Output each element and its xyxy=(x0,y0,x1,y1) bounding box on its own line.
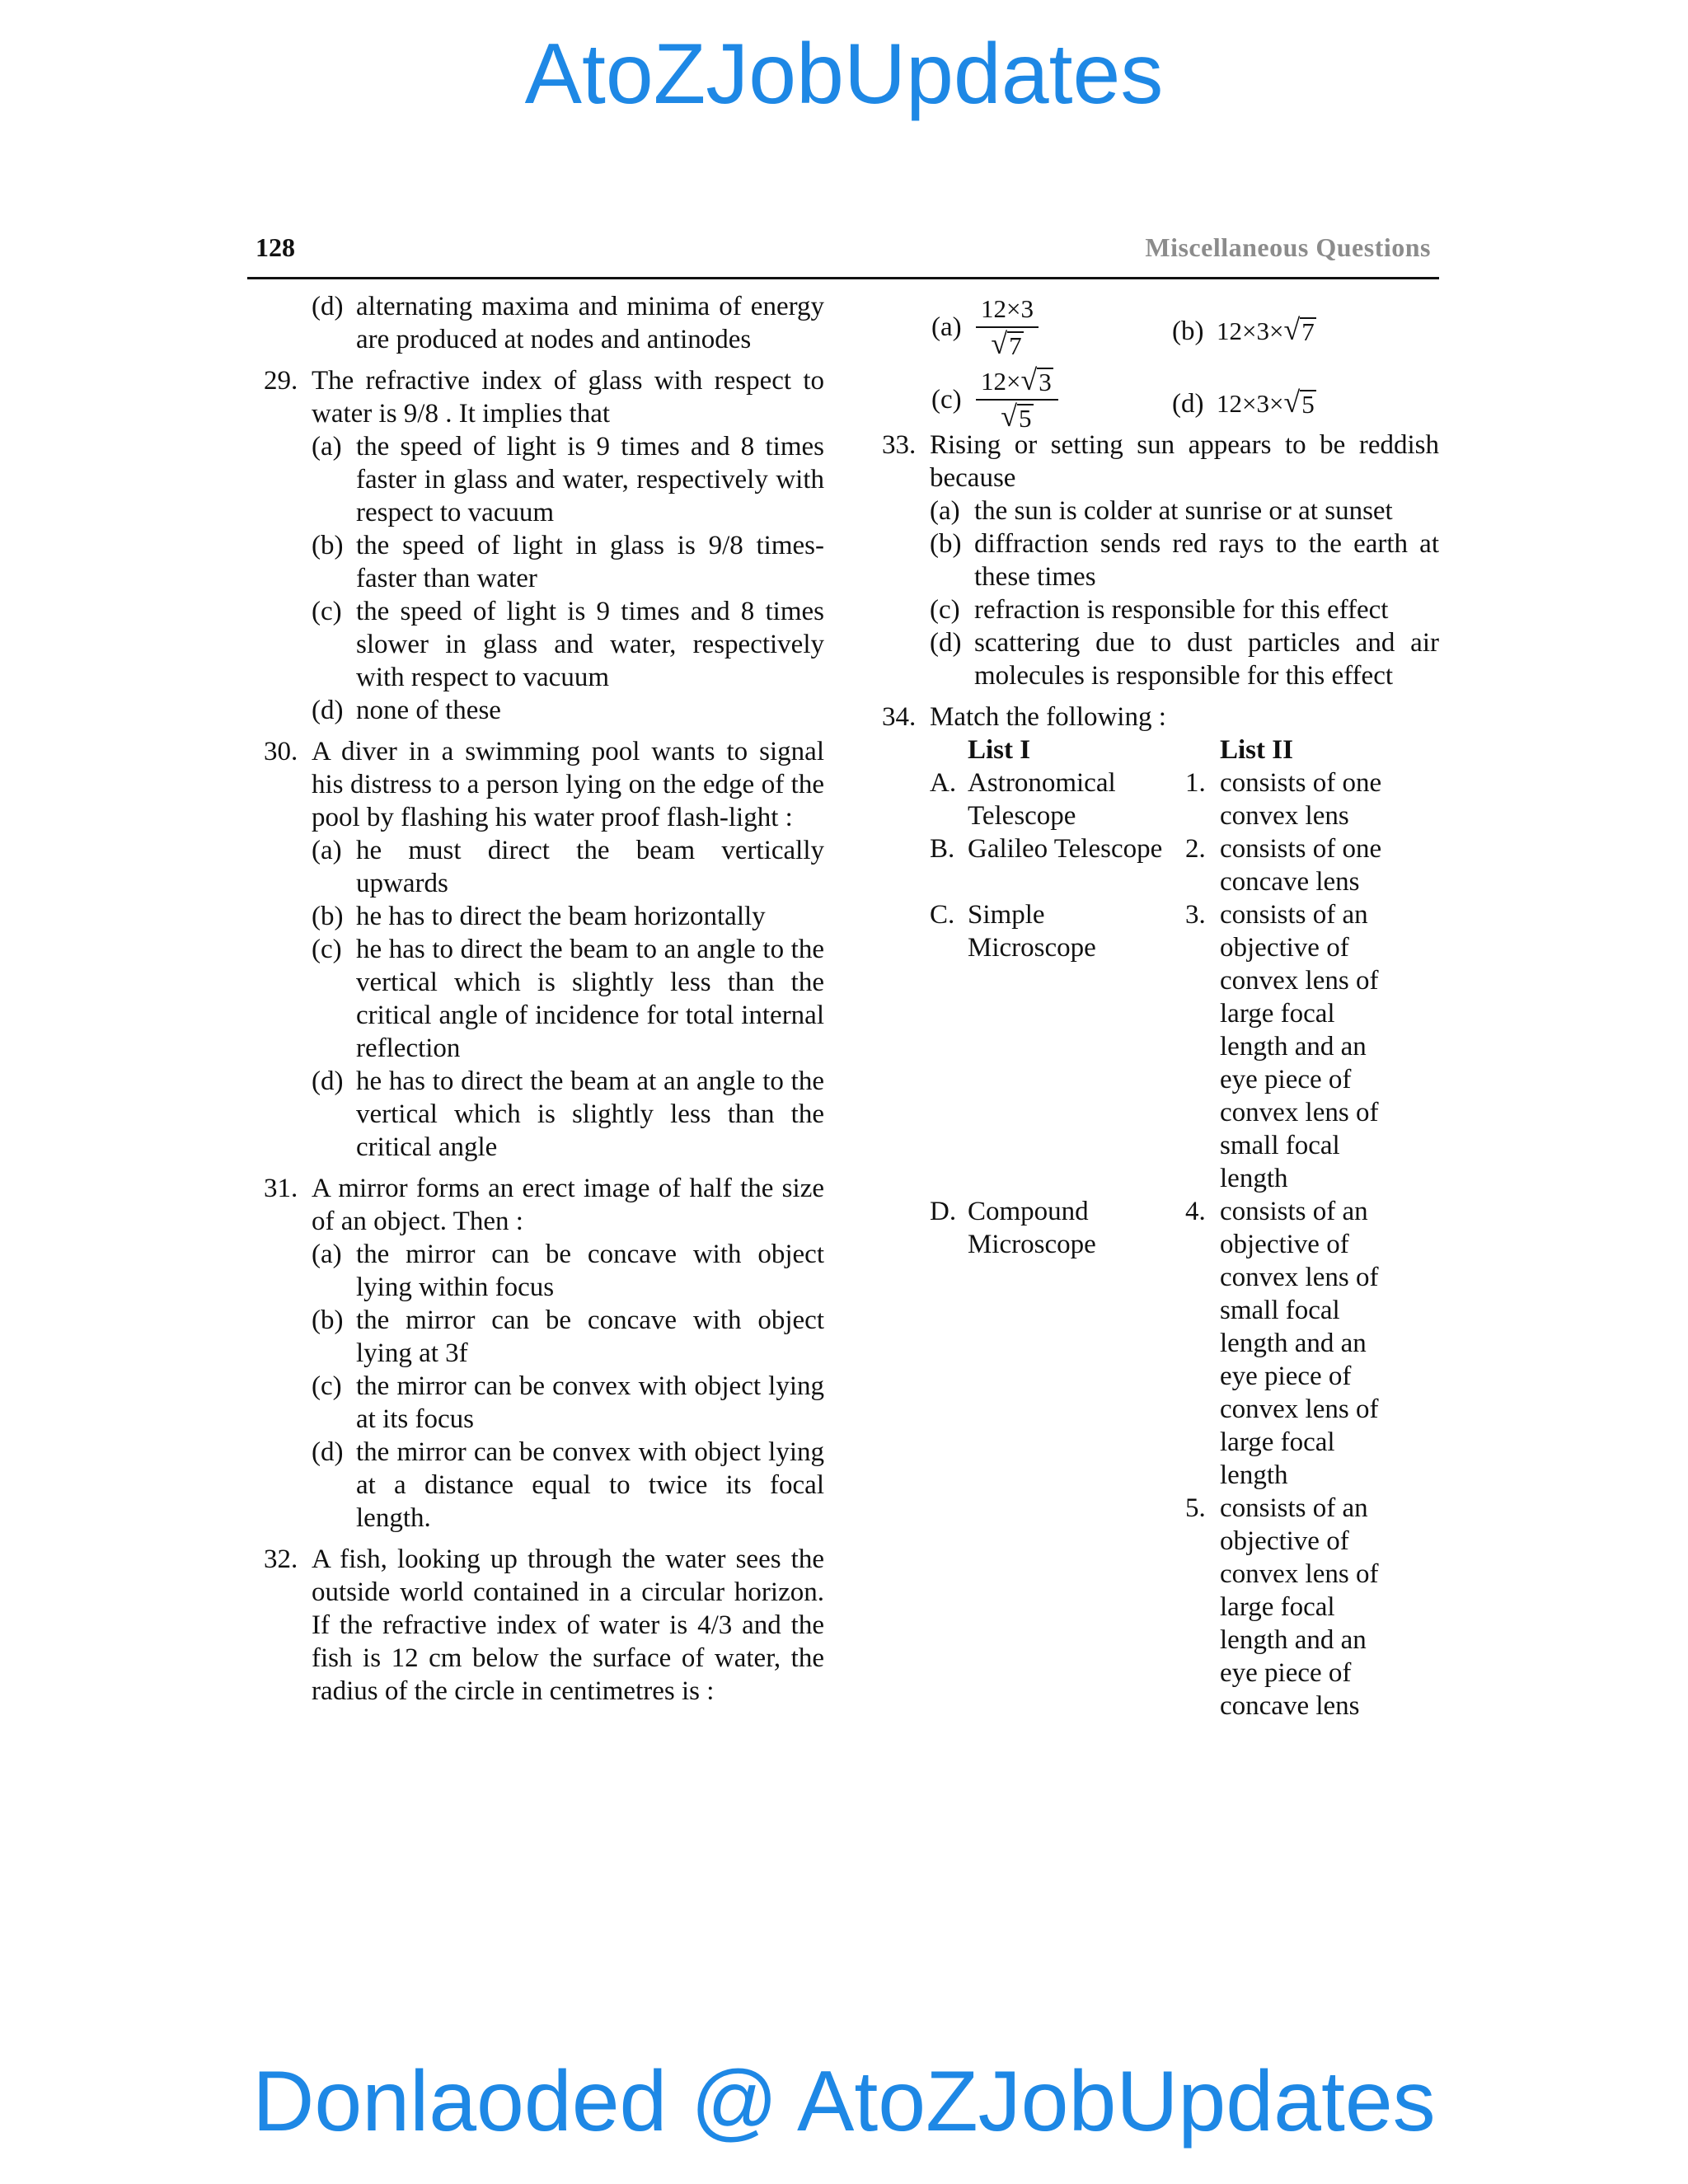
option-text: the sun is colder at sunrise or at sunset xyxy=(974,496,1393,526)
list-1-heading: List I xyxy=(968,735,1031,765)
option xyxy=(312,1436,824,1535)
denominator xyxy=(1001,401,1033,434)
option-label: (d) xyxy=(312,1437,344,1467)
option-text: the mirror can be convex with object lying at its focus xyxy=(356,1371,824,1434)
question-number: 32. xyxy=(264,1544,298,1574)
option xyxy=(312,1238,824,1304)
option-label: (b) xyxy=(1172,316,1204,346)
option-label: (d) xyxy=(312,696,344,725)
match-row xyxy=(882,766,1439,832)
numerator xyxy=(976,363,1058,401)
option-text: none of these xyxy=(356,696,501,725)
sqrt-symbol: √ xyxy=(991,327,1008,360)
expression-prefix: 12×3× xyxy=(1217,316,1284,345)
match-row xyxy=(882,898,1439,1195)
sqrt-symbol: √ xyxy=(1020,363,1038,396)
option-text: the mirror can be concave with object lying at 3f xyxy=(356,1305,824,1368)
running-title: Miscellaneous Questions xyxy=(1145,232,1431,262)
list-1-label: A. xyxy=(930,768,957,798)
question-stem: Rising or setting sun appears to be reddish because xyxy=(930,430,1439,493)
page-number: 128 xyxy=(256,232,295,262)
expression xyxy=(1217,315,1316,348)
option xyxy=(312,900,824,933)
match-row xyxy=(882,832,1439,898)
fraction xyxy=(976,363,1058,434)
list-2-label: 5. xyxy=(1185,1493,1206,1523)
option-text: alternating maxima and minima of energy are produced at nodes and antinodes xyxy=(356,292,824,354)
question-stem: A fish, looking up through the water sees the outside world contained in a circular horizon. If the refractive index of water is 4/3 and the fish is 12 cm below the surface of water, the radius of the circle in centimetres is : xyxy=(312,1544,824,1706)
sqrt-symbol: √ xyxy=(1283,386,1301,419)
question-number: 29. xyxy=(264,366,298,396)
question-32 xyxy=(264,1543,824,1708)
list-2-item: consists of one convex lens xyxy=(1220,768,1382,831)
list-2-item: consists of an objective of convex lens of small focal length and an eye piece of convex lens of large focal length xyxy=(1220,1197,1379,1490)
option-text: the mirror can be convex with object lying at a distance equal to twice its focal length. xyxy=(356,1437,824,1533)
match-table xyxy=(882,733,1439,1722)
option-label: (c) xyxy=(312,935,342,964)
list-1-label: D. xyxy=(930,1197,957,1226)
option-c xyxy=(931,363,1058,434)
question-stem: A diver in a swimming pool wants to signal his distress to a person lying on the edge of the pool by flashing his water proof flash-light : xyxy=(312,737,824,832)
question-stem: Match the following : xyxy=(930,702,1166,732)
option xyxy=(930,494,1439,527)
question-31 xyxy=(264,1172,824,1535)
list-1-label: C. xyxy=(930,900,955,930)
option xyxy=(312,290,824,356)
option xyxy=(312,933,824,1065)
radicand: 7 xyxy=(1009,331,1022,360)
option-label: (b) xyxy=(312,531,344,560)
watermark-bottom: Donlaoded @ AtoZJobUpdates xyxy=(252,2054,1436,2149)
question-number: 31. xyxy=(264,1174,298,1203)
option-text: the speed of light is 9 times and 8 times slower in glass and water, respectively with respect to vacuum xyxy=(356,597,824,692)
option-text: scattering due to dust particles and air molecules is responsible for this effect xyxy=(974,628,1439,691)
option xyxy=(930,527,1439,593)
list-1-label: B. xyxy=(930,834,955,864)
option xyxy=(930,626,1439,692)
fraction xyxy=(976,293,1039,361)
question-33 xyxy=(882,429,1439,692)
option xyxy=(312,1065,824,1164)
option-label: (a) xyxy=(931,312,962,342)
match-header-row xyxy=(882,733,1439,766)
option xyxy=(312,529,824,595)
sqrt-symbol: √ xyxy=(1001,400,1017,433)
list-1-item: Compound Microscope xyxy=(968,1197,1096,1259)
option-d xyxy=(1172,387,1316,420)
option-label: (a) xyxy=(930,496,960,526)
list-2-item: consists of an objective of convex lens of large focal length and an eye piece of convex lens of small focal length xyxy=(1220,900,1379,1193)
option-text: he has to direct the beam horizontally xyxy=(356,902,766,931)
radicand: 5 xyxy=(1019,404,1032,433)
list-1-item: Astronomical Telescope xyxy=(968,768,1116,831)
option xyxy=(312,430,824,529)
option-label: (b) xyxy=(312,902,344,931)
list-2-label: 4. xyxy=(1185,1197,1206,1226)
question-number: 33. xyxy=(882,430,917,460)
option-label: (d) xyxy=(930,628,962,658)
option-label: (a) xyxy=(312,432,342,462)
list-2-item: consists of an objective of convex lens of large focal length and an eye piece of concave lens xyxy=(1220,1493,1379,1721)
option xyxy=(312,1304,824,1370)
option-label: (c) xyxy=(930,595,960,625)
question-30 xyxy=(264,735,824,1164)
option-text: he has to direct the beam at an angle to the vertical which is slightly less than the critical angle xyxy=(356,1066,824,1162)
sqrt-symbol: √ xyxy=(1283,313,1301,346)
radicand: 5 xyxy=(1301,390,1315,419)
numerator-prefix: 12× xyxy=(981,367,1021,396)
option-text: diffraction sends red rays to the earth at these times xyxy=(974,529,1439,592)
option-label: (d) xyxy=(1172,389,1204,419)
list-2-item: consists of one concave lens xyxy=(1220,834,1382,897)
option-text: the mirror can be concave with object lying within focus xyxy=(356,1240,824,1302)
list-2-label: 2. xyxy=(1185,834,1206,864)
option-label: (b) xyxy=(312,1305,344,1335)
question-32-options xyxy=(882,290,1439,433)
option-label: (c) xyxy=(312,1371,342,1401)
option-label: (a) xyxy=(312,1240,342,1269)
right-column xyxy=(882,290,1439,1731)
option-text: refraction is responsible for this effect xyxy=(974,595,1389,625)
option xyxy=(312,834,824,900)
option-label: (b) xyxy=(930,529,962,559)
option-a xyxy=(931,293,1039,361)
list-2-heading: List II xyxy=(1220,735,1293,765)
match-row xyxy=(882,1195,1439,1492)
question-stem: The refractive index of glass with respect to water is 9/8 . It implies that xyxy=(312,366,824,429)
question-29 xyxy=(264,364,824,727)
option-b xyxy=(1172,315,1316,348)
option xyxy=(930,593,1439,626)
question-stem: A mirror forms an erect image of half the size of an object. Then : xyxy=(312,1174,824,1236)
option-text: he has to direct the beam to an angle to the vertical which is slightly less than the critical angle of incidence for total internal reflection xyxy=(356,935,824,1063)
list-2-label: 1. xyxy=(1185,768,1206,798)
option-label: (d) xyxy=(312,292,344,321)
option xyxy=(312,1370,824,1436)
header-rule xyxy=(247,277,1439,279)
numerator: 12×3 xyxy=(976,293,1039,328)
option-text: he must direct the beam vertically upwards xyxy=(356,836,824,898)
watermark-top: AtoZJobUpdates xyxy=(524,26,1164,122)
left-column xyxy=(264,290,824,1716)
option xyxy=(312,694,824,727)
denominator xyxy=(991,328,1023,361)
list-1-item: Galileo Telescope xyxy=(968,834,1163,864)
match-row xyxy=(882,1492,1439,1722)
question-number: 30. xyxy=(264,737,298,766)
list-1-item: Simple Microscope xyxy=(968,900,1096,963)
option-label: (c) xyxy=(931,385,962,415)
option-label: (d) xyxy=(312,1066,344,1096)
list-2-label: 3. xyxy=(1185,900,1206,930)
question-number: 34. xyxy=(882,702,917,732)
option-text: the speed of light is 9 times and 8 times faster in glass and water, respectively with respect to vacuum xyxy=(356,432,824,527)
option-label: (c) xyxy=(312,597,342,626)
question-28-tail xyxy=(264,290,824,356)
expression-prefix: 12×3× xyxy=(1217,389,1284,418)
option-label: (a) xyxy=(312,836,342,865)
question-34 xyxy=(882,701,1439,1722)
option xyxy=(312,595,824,694)
radicand: 3 xyxy=(1039,368,1052,396)
option-text: the speed of light in glass is 9/8 times-faster than water xyxy=(356,531,824,593)
radicand: 7 xyxy=(1301,317,1315,346)
expression xyxy=(1217,387,1316,420)
